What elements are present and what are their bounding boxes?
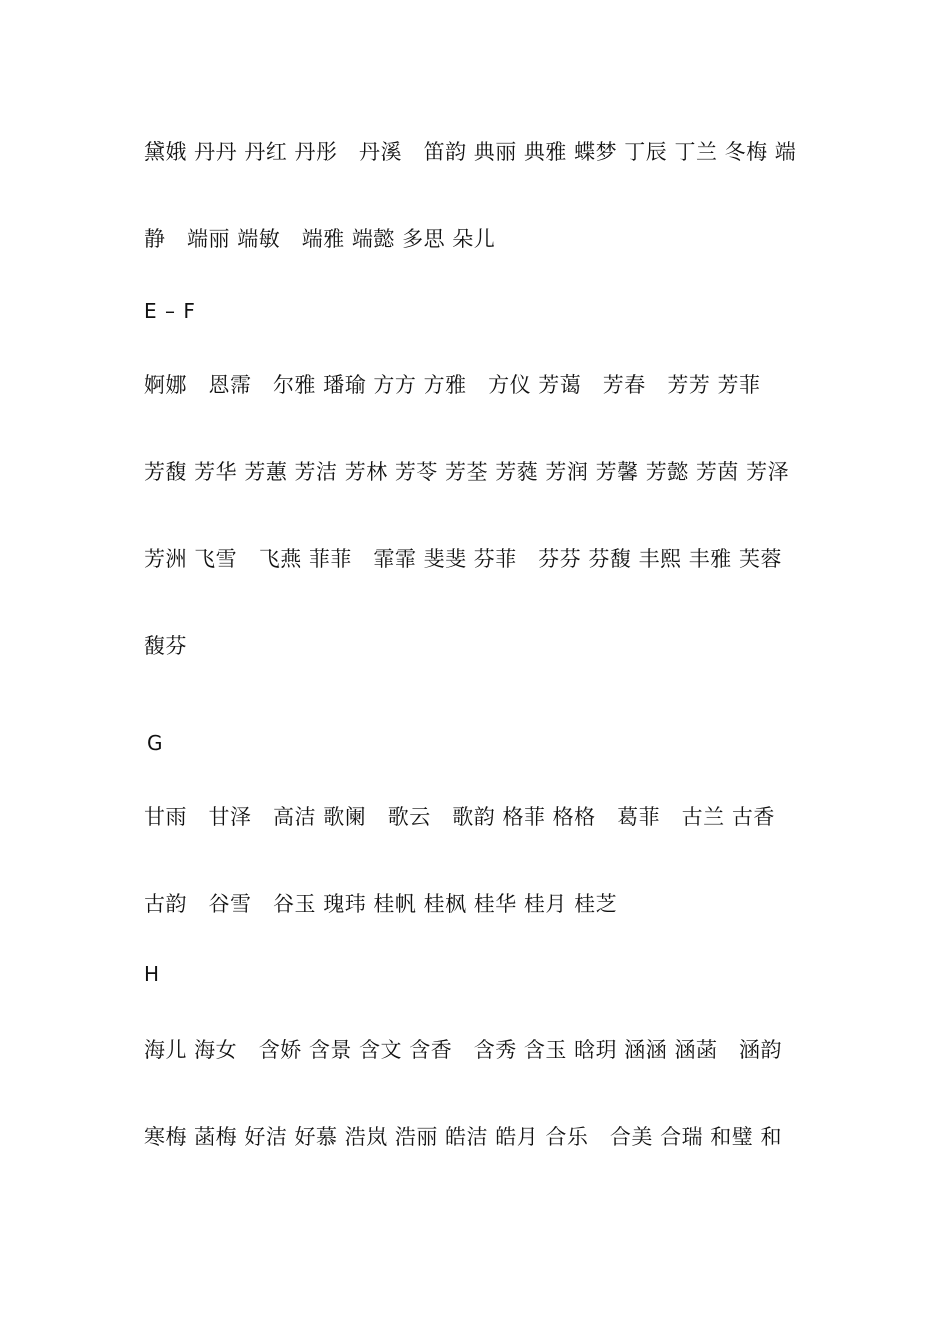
name-list-line: 婀娜 恩霈 尔雅 璠瑜 方方 方雅 方仪 芳蔼 芳春 芳芳 芳菲 xyxy=(144,373,761,397)
name-list-line: 寒梅 菡梅 好洁 好慕 浩岚 浩丽 皓洁 皓月 合乐 合美 合瑞 和璧 和 xyxy=(144,1125,782,1149)
section-heading-g: G xyxy=(147,731,164,755)
name-list-line: 甘雨 甘泽 高洁 歌阑 歌云 歌韵 格菲 格格 葛菲 古兰 古香 xyxy=(144,805,775,829)
name-list-line: 芳洲 飞雪 飞燕 菲菲 霏霏 斐斐 芬菲 芬芬 芬馥 丰熙 丰雅 芙蓉 xyxy=(144,547,782,571)
section-heading-h: H xyxy=(144,962,161,986)
section-heading-e-f: E – F xyxy=(144,299,196,323)
name-list-line: 静 端丽 端敏 端雅 端懿 多思 朵儿 xyxy=(144,227,496,251)
name-list-line: 古韵 谷雪 谷玉 瑰玮 桂帆 桂枫 桂华 桂月 桂芝 xyxy=(144,892,618,916)
name-list-line: 芳馥 芳华 芳蕙 芳洁 芳林 芳苓 芳荃 芳蕤 芳润 芳馨 芳懿 芳茵 芳泽 xyxy=(144,460,790,484)
name-list-line: 馥芬 xyxy=(144,634,187,658)
name-list-line: 黛娥 丹丹 丹红 丹彤 丹溪 笛韵 典丽 典雅 蝶梦 丁辰 丁兰 冬梅 端 xyxy=(144,140,797,164)
name-list-line: 海儿 海女 含娇 含景 含文 含香 含秀 含玉 晗玥 涵涵 涵菡 涵韵 xyxy=(144,1038,782,1062)
